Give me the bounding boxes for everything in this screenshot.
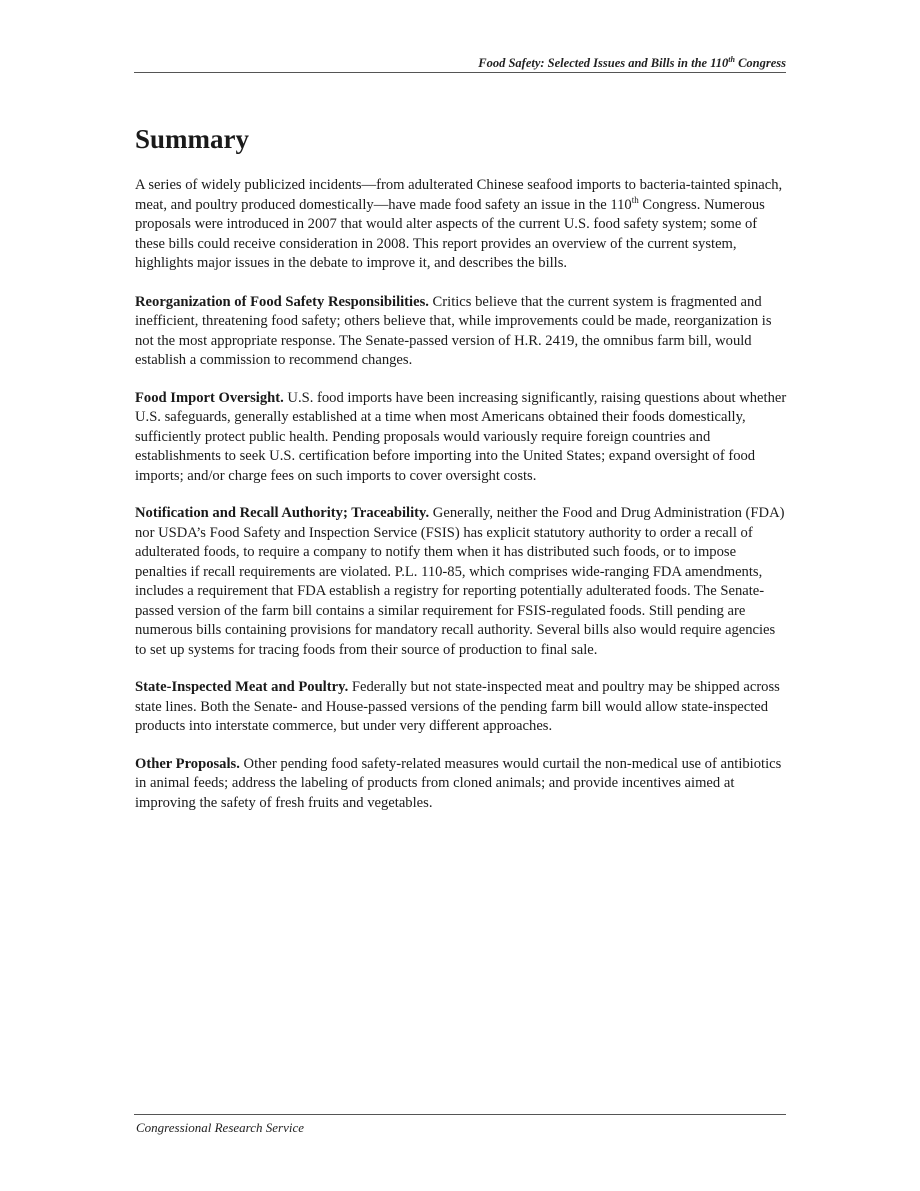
header-rule bbox=[134, 72, 786, 73]
section-paragraph bbox=[135, 504, 787, 660]
section-paragraph bbox=[135, 389, 787, 487]
footer-rule bbox=[134, 1114, 786, 1115]
section-heading: Food Import Oversight. bbox=[135, 389, 284, 406]
running-header bbox=[134, 56, 786, 71]
page-title: Summary bbox=[135, 124, 249, 154]
section-paragraph bbox=[135, 755, 787, 814]
section-heading: State-Inspected Meat and Poultry. bbox=[135, 679, 349, 695]
section-paragraph bbox=[135, 293, 787, 371]
section-text: Federally but not state-inspected meat and poultry may be shipped across state lines. Both the Senate- and House-passed versions of the pending farm bill would allow state-inspected products into interstate commerce, but under very different approaches. bbox=[135, 679, 780, 734]
section-heading: Notification and Recall Authority; Traceability. bbox=[135, 505, 430, 521]
summary-body bbox=[135, 176, 787, 831]
intro-text: A series of widely publicized incidents—from adulterated Chinese seafood imports to bacteria-tainted spinach, meat, and poultry produced domestically—have made food safety an issue in the 110 bbox=[135, 177, 783, 213]
section-text: Other pending food safety-related measures would curtail the non-medical use of antibiotics in animal feeds; address the labeling of products from cloned animals; and provide incentives aimed at improving the safety of fresh fruits and vegetables. bbox=[135, 755, 782, 811]
running-header-text: Food Safety: Selected Issues and Bills in the 110 bbox=[478, 56, 729, 70]
running-header-superscript: th bbox=[728, 54, 735, 64]
section-paragraph bbox=[135, 678, 787, 737]
section-heading: Reorganization of Food Safety Responsibilities. bbox=[135, 293, 429, 310]
section-text: U.S. food imports have been increasing significantly, raising questions about whether U.S. safeguards, generally established at a time when most Americans obtained their foods domestically, sufficiently protect public health. Pending proposals would variously require foreign countries and establishments to seek U.S. certification before importing into the United States; expand oversight of food imports; and/or charge fees on such imports to cover oversight costs. bbox=[135, 389, 787, 484]
section-text: Generally, neither the Food and Drug Administration (FDA) nor USDA’s Food Safety and Inspection Service (FSIS) has explicit statutory authority to order a recall of adulterated foods, to require a company to notify them when it has distributed such foods, or to impose penalties if recall requirements are violated. P.L. 110-85, which comprises wide-ranging FDA amendments, includes a requirement that FDA establish a registry for reporting potentially adulterated foods. The Senate-passed version of the farm bill contains a similar requirement for FSIS-regulated foods. Still pending are numerous bills containing provisions for mandatory recall authority. Several bills also would require agencies to set up systems for tracing foods from their source of production to final sale. bbox=[135, 505, 785, 658]
section-text: Critics believe that the current system is fragmented and inefficient, threatening food safety; others believe that, while improvements could be made, reorganization is not the most appropriate response. The Senate-passed version of H.R. 2419, the omnibus farm bill, would establish a commission to recommend changes. bbox=[135, 293, 772, 368]
running-header-text-end: Congress bbox=[734, 56, 786, 70]
section-heading: Other Proposals. bbox=[135, 755, 240, 772]
intro-paragraph bbox=[135, 176, 787, 274]
intro-text-continued: Congress. Numerous proposals were introduced in 2007 that would alter aspects of the current U.S. food safety system; some of these bills could receive consideration in 2008. This report provides an overview of the current system, highlights major issues in the debate to improve it, and describes the bills. bbox=[135, 196, 765, 271]
intro-superscript: th bbox=[631, 194, 639, 205]
page-footer: Congressional Research Service bbox=[136, 1120, 304, 1135]
